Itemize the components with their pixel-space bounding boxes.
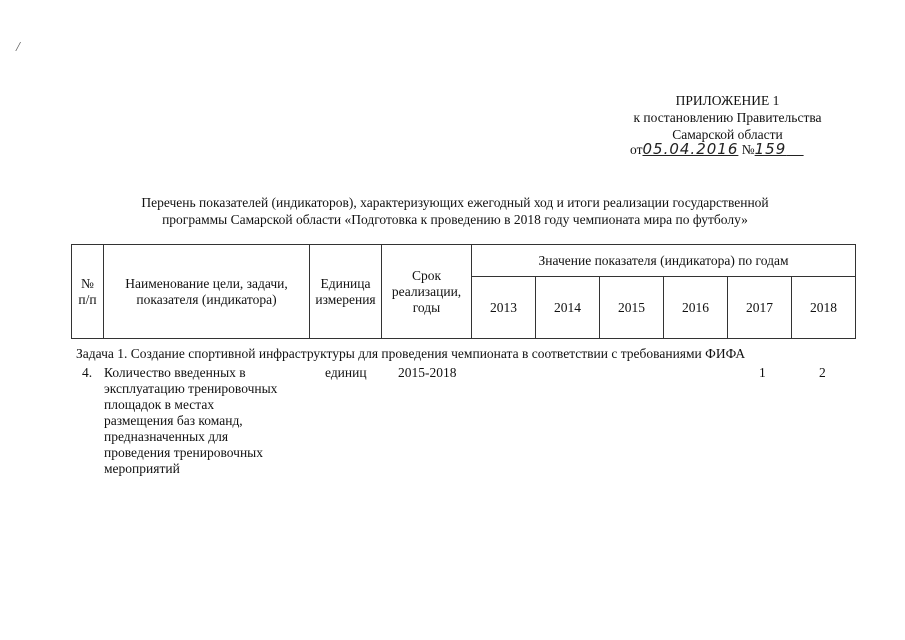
- appendix-title: ПРИЛОЖЕНИЕ 1: [675, 93, 780, 108]
- row-indicator-name: Количество введенных в эксплуатацию тренировочных площадок в местах размещения баз команд, предназначенных для проведения тренировочных мероприятий: [104, 365, 278, 476]
- col-num-header: № п/п: [72, 245, 104, 339]
- year-header: 2016: [664, 277, 728, 339]
- handwritten-mark: /: [16, 40, 20, 55]
- col-unit-header: Единица измерения: [310, 245, 382, 339]
- year-header: 2013: [472, 277, 536, 339]
- appendix-line-3: Самарской области: [672, 127, 783, 142]
- row-value-2017: 1: [759, 365, 766, 380]
- year-header: 2017: [728, 277, 792, 339]
- indicators-table-header: [71, 244, 856, 339]
- year-header: 2015: [600, 277, 664, 339]
- year-header: 2014: [536, 277, 600, 339]
- row-number: 4.: [82, 365, 93, 380]
- row-term: 2015-2018: [398, 365, 457, 380]
- year-header: 2018: [792, 277, 856, 339]
- col-name-header: Наименование цели, задачи, показателя (индикатора): [104, 245, 310, 339]
- document-title: [60, 194, 850, 228]
- from-label: от: [630, 142, 643, 157]
- decree-date: 05.04.2016: [642, 140, 739, 158]
- col-values-header: Значение показателя (индикатора) по годам: [472, 245, 856, 277]
- title-line-1: Перечень показателей (индикаторов), характеризующих ежегодный ход и итоги реализации государственной: [141, 195, 769, 210]
- appendix-block: [600, 92, 855, 143]
- decree-number: 159: [754, 140, 787, 158]
- number-label: №: [741, 142, 755, 157]
- task-heading: Задача 1. Создание спортивной инфраструктуры для проведения чемпионата в соответствии с требованиями ФИФА: [76, 346, 746, 361]
- col-term-header: Срок реализации, годы: [382, 245, 472, 339]
- appendix-line-2: к постановлению Правительства: [633, 110, 822, 125]
- row-value-2018: 2: [819, 365, 826, 380]
- title-line-2: программы Самарской области «Подготовка к проведению в 2018 году чемпионата мира по футболу»: [162, 212, 748, 227]
- row-unit: единиц: [325, 365, 367, 380]
- appendix-date-number: [630, 140, 804, 158]
